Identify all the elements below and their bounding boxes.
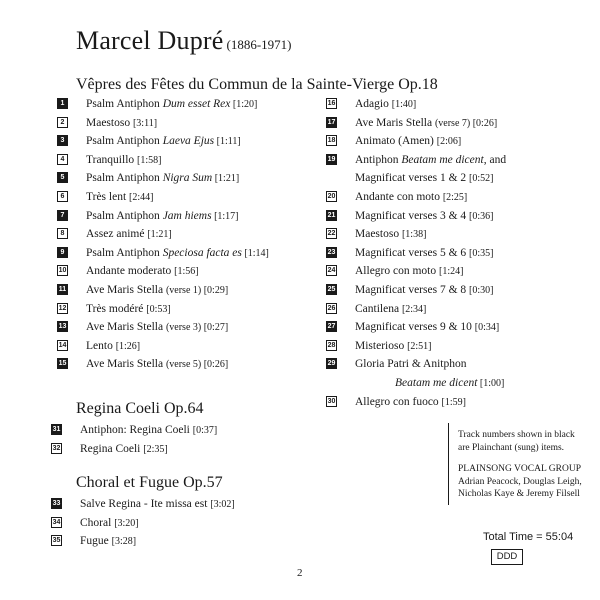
- track-duration: [1:21]: [212, 173, 240, 185]
- track-duration: [1:38]: [401, 229, 427, 241]
- track-duration: [0:36]: [469, 210, 494, 222]
- track-title-part: Psalm Antiphon: [86, 209, 163, 222]
- track-title-part: Salve Regina - Ite missa est: [80, 498, 211, 510]
- track-duration: [2:51]: [407, 340, 432, 352]
- track-duration: [0:53]: [146, 303, 171, 315]
- track-number-plainchant: 13: [58, 323, 67, 331]
- track-duration: [0:34]: [474, 322, 500, 334]
- track-title-part: Jam hiems: [162, 209, 212, 222]
- track-title: [80, 442, 168, 457]
- legend-line: are Plainchant (sung) items.: [458, 442, 565, 453]
- track-title-part: Psalm Antiphon: [86, 246, 163, 259]
- track-title: [86, 209, 239, 224]
- track-title-part: Très lent: [86, 191, 130, 203]
- track-title-part: Andante con moto: [355, 191, 443, 203]
- track-title: [80, 497, 235, 512]
- track-duration: [3:02]: [210, 499, 235, 510]
- track-title: [355, 209, 493, 224]
- track-number-organ: 4: [57, 154, 68, 165]
- track-duration: [1:59]: [441, 396, 466, 408]
- track-title-part: Nigra Sum: [162, 172, 213, 185]
- composer-name: Marcel Dupré: [76, 26, 224, 55]
- track-number-plainchant: 3: [57, 135, 68, 146]
- track-title: [355, 264, 463, 279]
- performer-notes: [458, 429, 582, 501]
- track-duration: [3:11]: [132, 117, 158, 129]
- track-title: [355, 227, 426, 242]
- track-title-part: Beatam me dicent: [401, 153, 484, 166]
- track-number-plainchant: 29: [327, 360, 336, 368]
- track-duration: [1:20]: [230, 99, 258, 110]
- track-title: [355, 116, 497, 131]
- track-title: [86, 190, 153, 205]
- track-title-part: Très modéré: [86, 302, 147, 315]
- track-title: [80, 516, 139, 531]
- track-number-organ: 32: [52, 444, 61, 452]
- track-title-part: Laeva Ejus: [162, 135, 215, 148]
- track-title-part: Misterioso: [355, 339, 408, 352]
- track-duration: [0:37]: [192, 425, 218, 436]
- track-title: [355, 190, 467, 205]
- track-title: [86, 339, 140, 354]
- track-title-part: Ave Maris Stella: [86, 358, 166, 371]
- track-duration: [1:40]: [391, 99, 417, 110]
- track-number-plainchant: 19: [327, 155, 336, 163]
- track-title-part: Beatam me dicent: [395, 376, 478, 389]
- track-number-organ: 24: [327, 267, 336, 275]
- total-time: Total Time = 55:04: [483, 531, 574, 543]
- track-title: [86, 171, 239, 186]
- track-number-organ: 20: [327, 193, 336, 200]
- track-duration: [0:52]: [469, 173, 494, 185]
- track-title: [86, 134, 241, 149]
- track-title: [355, 320, 499, 335]
- track-title-part: Allegro con moto: [355, 265, 439, 278]
- track-title: [86, 283, 228, 298]
- track-title-part: Ave Maris Stella: [86, 284, 166, 296]
- track-duration: [0:26]: [201, 359, 229, 371]
- track-title-part: Allegro con fuoco: [355, 395, 442, 408]
- track-title-part: Adagio: [355, 98, 392, 110]
- track-title-part: Magnificat verses 9 & 10: [355, 321, 475, 334]
- track-duration: [1:17]: [211, 210, 239, 222]
- track-number-organ: 22: [327, 230, 336, 238]
- track-duration: [0:35]: [469, 247, 494, 259]
- track-number-organ: 16: [327, 100, 336, 107]
- track-duration: [2:44]: [129, 192, 154, 203]
- track-number-plainchant: 5: [57, 172, 68, 183]
- track-duration: [0:26]: [470, 117, 498, 129]
- track-number-organ: 18: [327, 137, 336, 145]
- track-title-continued: [395, 376, 504, 391]
- track-number-plainchant: 23: [327, 248, 336, 256]
- track-title: [86, 357, 228, 372]
- track-title-part: Maestoso: [86, 116, 133, 129]
- track-title-part: Magnificat verses 7 & 8: [355, 284, 470, 296]
- track-title-part: Andante moderato: [86, 265, 175, 278]
- track-title-part: Magnificat verses 5 & 6: [355, 246, 470, 259]
- track-duration: [1:26]: [115, 340, 141, 352]
- track-title-part: Magnificat verses 3 & 4: [355, 209, 470, 222]
- track-number-organ: 35: [52, 537, 61, 545]
- work-title-regina-coeli: Regina Coeli Op.64: [76, 400, 204, 417]
- track-title: [86, 302, 171, 317]
- track-title-part: Tranquillo: [86, 153, 138, 166]
- track-number-plainchant: 7: [57, 210, 68, 221]
- track-duration: [1:11]: [214, 136, 241, 148]
- track-title: [86, 227, 172, 242]
- track-number-plainchant: 17: [327, 118, 336, 126]
- track-number-organ: 8: [57, 228, 68, 239]
- track-duration: [1:00]: [477, 377, 505, 389]
- track-title-part: Choral: [80, 516, 115, 529]
- track-number-plainchant: 27: [327, 323, 336, 331]
- track-number-plainchant: 11: [58, 286, 67, 293]
- track-title-part: Maestoso: [355, 228, 402, 241]
- track-number-organ: 14: [58, 341, 67, 349]
- group-name: PLAINSONG VOCAL GROUP: [458, 464, 581, 474]
- members-line: Nicholas Kaye & Jeremy Filsell: [458, 489, 580, 499]
- track-title: [86, 153, 161, 168]
- track-title-part: Gloria Patri & Anitphon: [355, 358, 467, 371]
- composer-dates: (1886-1971): [226, 37, 292, 52]
- track-duration: [1:14]: [241, 247, 269, 259]
- track-title-part: Dum esset Rex: [162, 98, 231, 110]
- ddd-badge: DDD: [491, 549, 523, 565]
- notes-divider: [448, 423, 449, 505]
- track-number-plainchant: 21: [327, 211, 336, 219]
- track-title: [355, 134, 461, 149]
- track-title-part: , and: [483, 153, 507, 166]
- track-title: [80, 534, 136, 549]
- track-title-part: Ave Maris Stella: [355, 116, 435, 129]
- track-title: [80, 423, 217, 438]
- track-title-part: Antiphon: Regina Coeli: [80, 424, 193, 436]
- track-duration: [0:29]: [201, 285, 229, 296]
- track-title-part: Assez animé: [86, 228, 148, 241]
- track-duration: [1:58]: [137, 154, 162, 166]
- track-title-continued: [355, 171, 493, 186]
- track-title-part: (verse 1): [165, 285, 202, 296]
- track-title-part: Magnificat verses 1 & 2: [355, 172, 470, 185]
- track-number-organ: 26: [327, 304, 336, 312]
- work-title-vepres: Vêpres des Fêtes du Commun de la Sainte-Vierge Op.18: [76, 76, 438, 93]
- track-title-part: (verse 3): [165, 322, 202, 334]
- track-duration: [2:25]: [442, 192, 468, 203]
- track-number-organ: 34: [52, 518, 61, 526]
- track-duration: [2:35]: [143, 443, 168, 455]
- track-title-part: Regina Coeli: [80, 442, 144, 455]
- work-title-choral-fugue: Choral et Fugue Op.57: [76, 474, 223, 491]
- legend-line: Track numbers shown in black: [458, 430, 575, 440]
- track-title: [86, 246, 269, 261]
- track-title: [355, 283, 493, 298]
- track-title: [355, 246, 493, 261]
- track-title-part: Fugue: [80, 535, 112, 548]
- track-duration: [1:21]: [147, 229, 172, 241]
- track-title-part: Cantilena: [355, 302, 402, 315]
- track-title: [86, 97, 257, 112]
- track-title: [355, 97, 416, 112]
- track-number-organ: 6: [57, 191, 68, 202]
- track-duration: [1:24]: [439, 266, 464, 278]
- track-number-organ: 30: [327, 397, 336, 405]
- track-duration: [3:28]: [111, 536, 137, 548]
- track-number-organ: 28: [327, 341, 336, 349]
- track-title: [355, 395, 466, 410]
- track-number-plainchant: 1: [57, 98, 68, 109]
- page-number: 2: [297, 567, 303, 579]
- track-title: [355, 339, 432, 354]
- track-title: [86, 116, 157, 131]
- track-number-plainchant: 33: [52, 500, 61, 507]
- track-title-part: Antiphon: [355, 153, 402, 166]
- track-title-part: Lento: [86, 339, 116, 352]
- track-title-part: Psalm Antiphon: [86, 98, 163, 110]
- composer-heading: [76, 26, 292, 56]
- track-number-organ: 2: [57, 117, 68, 128]
- track-duration: [3:20]: [114, 517, 139, 529]
- track-title-part: (verse 5): [165, 359, 202, 371]
- track-title-part: (verse 7): [434, 117, 471, 129]
- track-title-part: Speciosa facta es: [162, 246, 242, 259]
- track-number-organ: 10: [58, 267, 67, 275]
- track-duration: [1:56]: [174, 266, 199, 278]
- track-title: [355, 357, 466, 371]
- track-title-part: Psalm Antiphon: [86, 172, 163, 185]
- track-number-plainchant: 9: [57, 247, 68, 258]
- track-number-plainchant: 25: [327, 286, 336, 293]
- track-title: [86, 320, 228, 335]
- track-number-plainchant: 31: [52, 426, 61, 433]
- track-title: [86, 264, 199, 279]
- track-duration: [2:34]: [401, 303, 427, 315]
- track-title-part: Ave Maris Stella: [86, 321, 166, 334]
- track-duration: [2:06]: [436, 136, 462, 148]
- track-number-plainchant: 15: [58, 360, 67, 368]
- track-title-part: Animato (Amen): [355, 135, 437, 148]
- members-line: Adrian Peacock, Douglas Leigh,: [458, 476, 582, 487]
- track-title: [355, 302, 426, 317]
- track-duration: [0:27]: [201, 322, 229, 334]
- track-title-part: Psalm Antiphon: [86, 135, 163, 148]
- track-number-organ: 12: [58, 304, 67, 312]
- track-title: [355, 153, 506, 167]
- track-duration: [0:30]: [469, 285, 494, 296]
